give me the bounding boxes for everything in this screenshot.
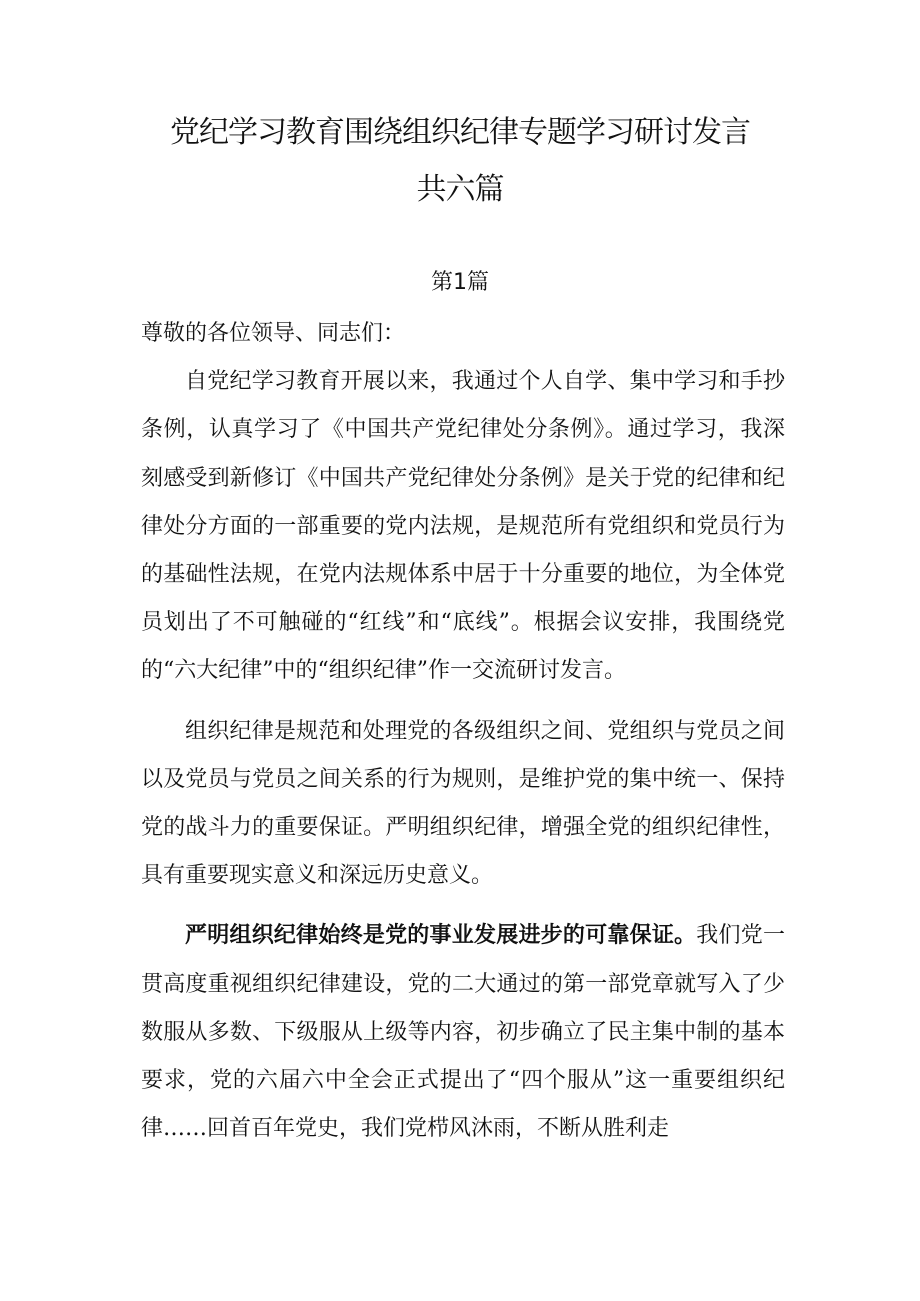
paragraph: 自党纪学习教育开展以来，我通过个人自学、集中学习和手抄条例，认真学习了《中国共产党纪律处分条例》。通过学习，我深刻感受到新修订《中国共产党纪律处分条例》是关于党的纪律和纪律处分方面的一部重要的党内法规，是规范所有党组织和党员行为的基础性法规，在党内法规体系中居于十分重要的地位，为全体党员划出了不可触碰的“红线”和“底线”。根据会议安排，我围绕党的“六大纪律”中的“组织纪律”作一交流研讨发言。 bbox=[141, 369, 785, 684]
paragraph-text: 我们党一贯高度重视组织纪律建设，党的二大通过的第一部党章就写入了少数服从多数、下级服从上级等内容，初步确立了民主集中制的基本要求，党的六届六中全会正式提出了“四个服从”这一重要组织纪律……回首百年党史，我们党栉风沐雨，不断从胜利走 bbox=[141, 923, 785, 1142]
document-subtitle: 共六篇 bbox=[416, 172, 504, 207]
salutation: 尊敬的各位领导、同志们： bbox=[141, 321, 406, 346]
paragraph-bold-lead: 严明组织纪律始终是党的事业发展进步的可靠保证。 bbox=[185, 923, 697, 949]
document-body bbox=[141, 310, 785, 1153]
section-heading: 第1篇 bbox=[431, 270, 489, 295]
paragraph: 组织纪律是规范和处理党的各级组织之间、党组织与党员之间以及党员与党员之间关系的行为规则，是维护党的集中统一、保持党的战斗力的重要保证。严明组织纪律，增强全党的组织纪律性，具有重要现实意义和深远历史意义。 bbox=[141, 718, 785, 889]
document-title: 党纪学习教育围绕组织纪律专题学习研讨发言 bbox=[170, 115, 750, 150]
paragraph bbox=[141, 912, 785, 1153]
